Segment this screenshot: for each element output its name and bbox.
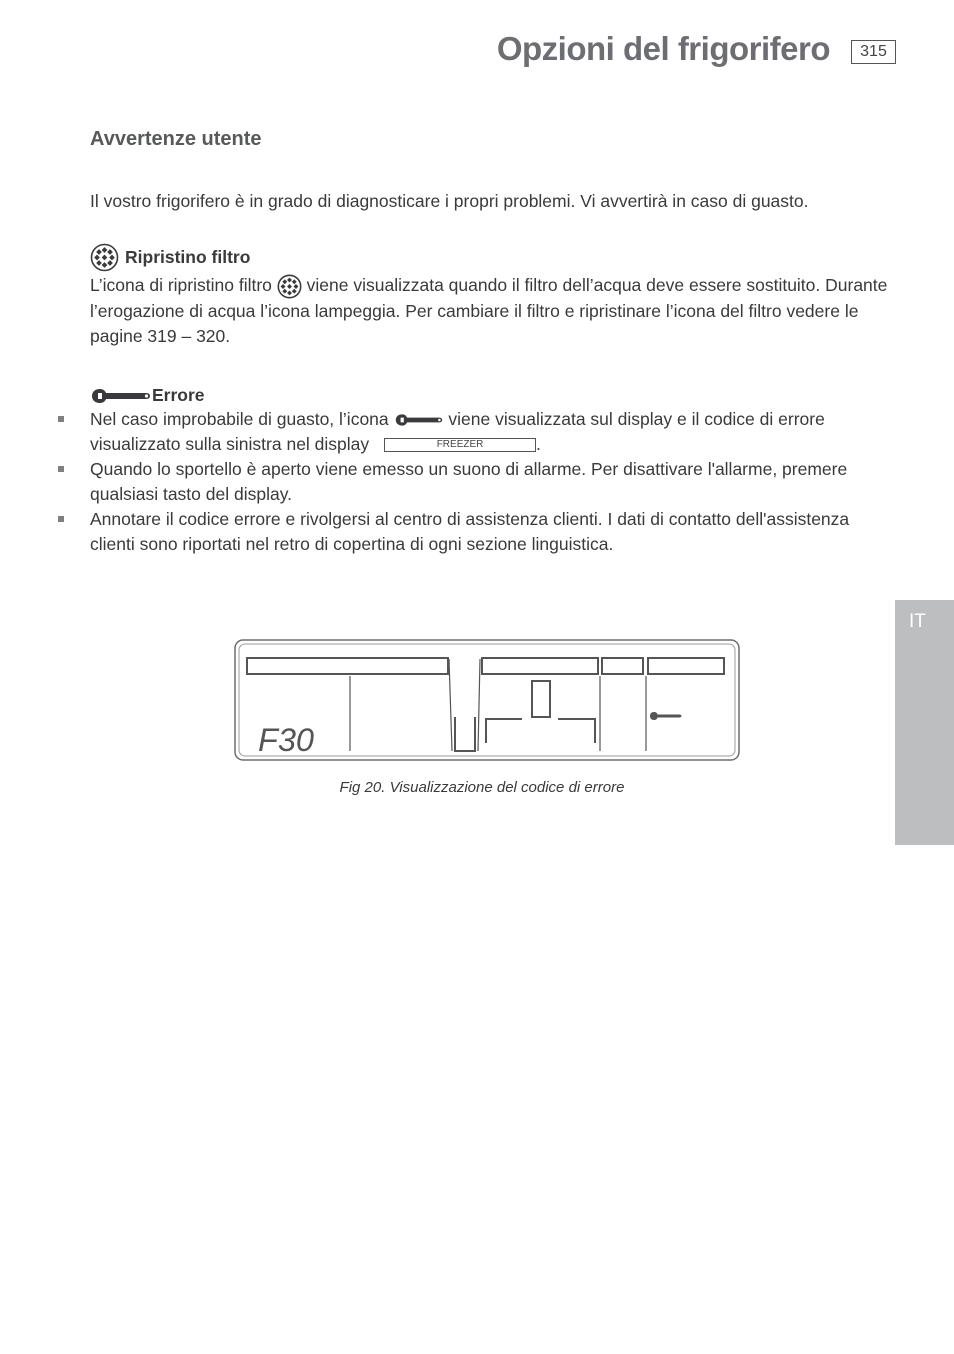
section-heading: Avvertenze utente (90, 128, 262, 150)
filter-reset-heading (90, 243, 250, 272)
bullet-1-before-icon: Nel caso improbabile di guasto, l’icona (90, 409, 389, 429)
figure-caption: Fig 20. Visualizzazione del codice di errore (339, 779, 625, 796)
filter-reset-paragraph (90, 273, 890, 349)
filter-reset-heading-label: Ripristino filtro (125, 247, 251, 267)
filter-text-before-icon: L’icona di ripristino filtro (90, 275, 272, 295)
page-title: Opzioni del frigorifero (496, 30, 830, 67)
freezer-display-label: FREEZER (384, 438, 536, 452)
error-code-text: F30 (258, 722, 315, 758)
page-number: 315 (851, 40, 896, 64)
bullet-marker (58, 466, 64, 472)
bullet-1-after-icon: viene visualizzata sul display e il codice di errore visualizzato sulla sinistra nel display (90, 409, 825, 454)
filter-reset-icon (90, 243, 119, 272)
filter-reset-inline-icon (277, 274, 302, 299)
bullet-1-end: . (536, 434, 541, 454)
bullet-marker (58, 416, 64, 422)
bullet-marker (58, 516, 64, 522)
intro-paragraph: Il vostro frigorifero è in grado di diagnosticare i propri problemi. Vi avvertirà in caso di guasto. (90, 191, 809, 211)
language-tab (895, 600, 954, 845)
error-heading (90, 385, 205, 406)
error-bullet-1 (90, 407, 890, 457)
error-bullet-2: Quando lo sportello è aperto viene emesso un suono di allarme. Per disattivare l'allarme, premere qualsiasi tasto del display. (90, 459, 848, 504)
language-tab-label: IT (909, 611, 926, 632)
display-panel-figure (234, 639, 740, 761)
wrench-inline-icon (394, 412, 444, 428)
error-heading-label: Errore (152, 385, 205, 405)
error-bullet-3: Annotare il codice errore e rivolgersi al centro di assistenza clienti. I dati di contatto dell'assistenza clienti sono riportati nel retro di copertina di ogni sezione linguistica. (90, 509, 850, 554)
filter-text-after-icon: viene visualizzata quando il filtro dell’acqua deve essere sostituito. Durante l’erogazione di acqua l’icona lampeggia. Per cambiare il filtro e ripristinare l’icona del filtro vedere le pagine 319 – 320. (90, 275, 888, 346)
wrench-icon (90, 386, 152, 406)
